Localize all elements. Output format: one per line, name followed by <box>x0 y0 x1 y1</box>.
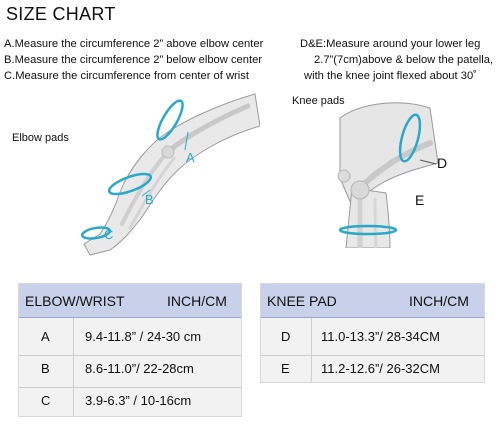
instruction-b: B.Measure the circumference 2” below elbow center <box>4 54 263 66</box>
instruction-c: C.Measure the circumference from center of wrist <box>4 70 249 82</box>
row-value: 3.9-6.3” / 10-16cm <box>85 393 192 408</box>
row-size: E <box>281 361 290 376</box>
row-size: D <box>281 329 291 344</box>
row-size: C <box>41 393 51 408</box>
table-row <box>261 350 484 387</box>
knee-pads-label: Knee pads <box>292 95 345 107</box>
row-value: 11.2-12.6”/ 26-32CM <box>321 361 440 376</box>
row-size: A <box>41 329 50 344</box>
marker-c: C <box>104 227 114 242</box>
arm-illustration <box>70 92 260 257</box>
knee-table-header <box>261 284 484 318</box>
knee-instruction-line1: D&E:Measure around your lower leg <box>300 38 481 50</box>
marker-e: E <box>415 192 425 208</box>
knee-header-left: KNEE PAD <box>267 293 337 309</box>
marker-a: A <box>186 150 195 165</box>
row-size: B <box>41 361 50 376</box>
knee-size-table <box>260 283 485 383</box>
instruction-a: A.Measure the circumference 2” above elbow center <box>4 38 264 50</box>
elbow-header-right: INCH/CM <box>167 293 227 309</box>
elbow-table-header <box>19 284 241 318</box>
knee-instruction-line3: with the knee joint flexed about 30˚ <box>304 70 477 82</box>
elbow-pads-label: Elbow pads <box>12 132 69 144</box>
elbow-header-left: ELBOW/WRIST <box>25 293 125 309</box>
row-value: 11.0-13.3”/ 28-34CM <box>321 329 440 344</box>
row-value: 8.6-11.0”/ 22-28cm <box>85 361 194 376</box>
row-value: 9.4-11.8” / 24-30 cm <box>85 329 202 344</box>
knee-header-right: INCH/CM <box>409 293 469 309</box>
elbow-size-table <box>18 283 242 417</box>
knee-illustration <box>320 88 440 248</box>
table-row <box>19 382 241 419</box>
knee-instruction-line2: 2.7”(7cm)above & below the patella, <box>314 54 494 66</box>
marker-b: B <box>145 192 154 207</box>
page-title: SIZE CHART <box>6 4 116 24</box>
marker-d: D <box>437 155 448 171</box>
